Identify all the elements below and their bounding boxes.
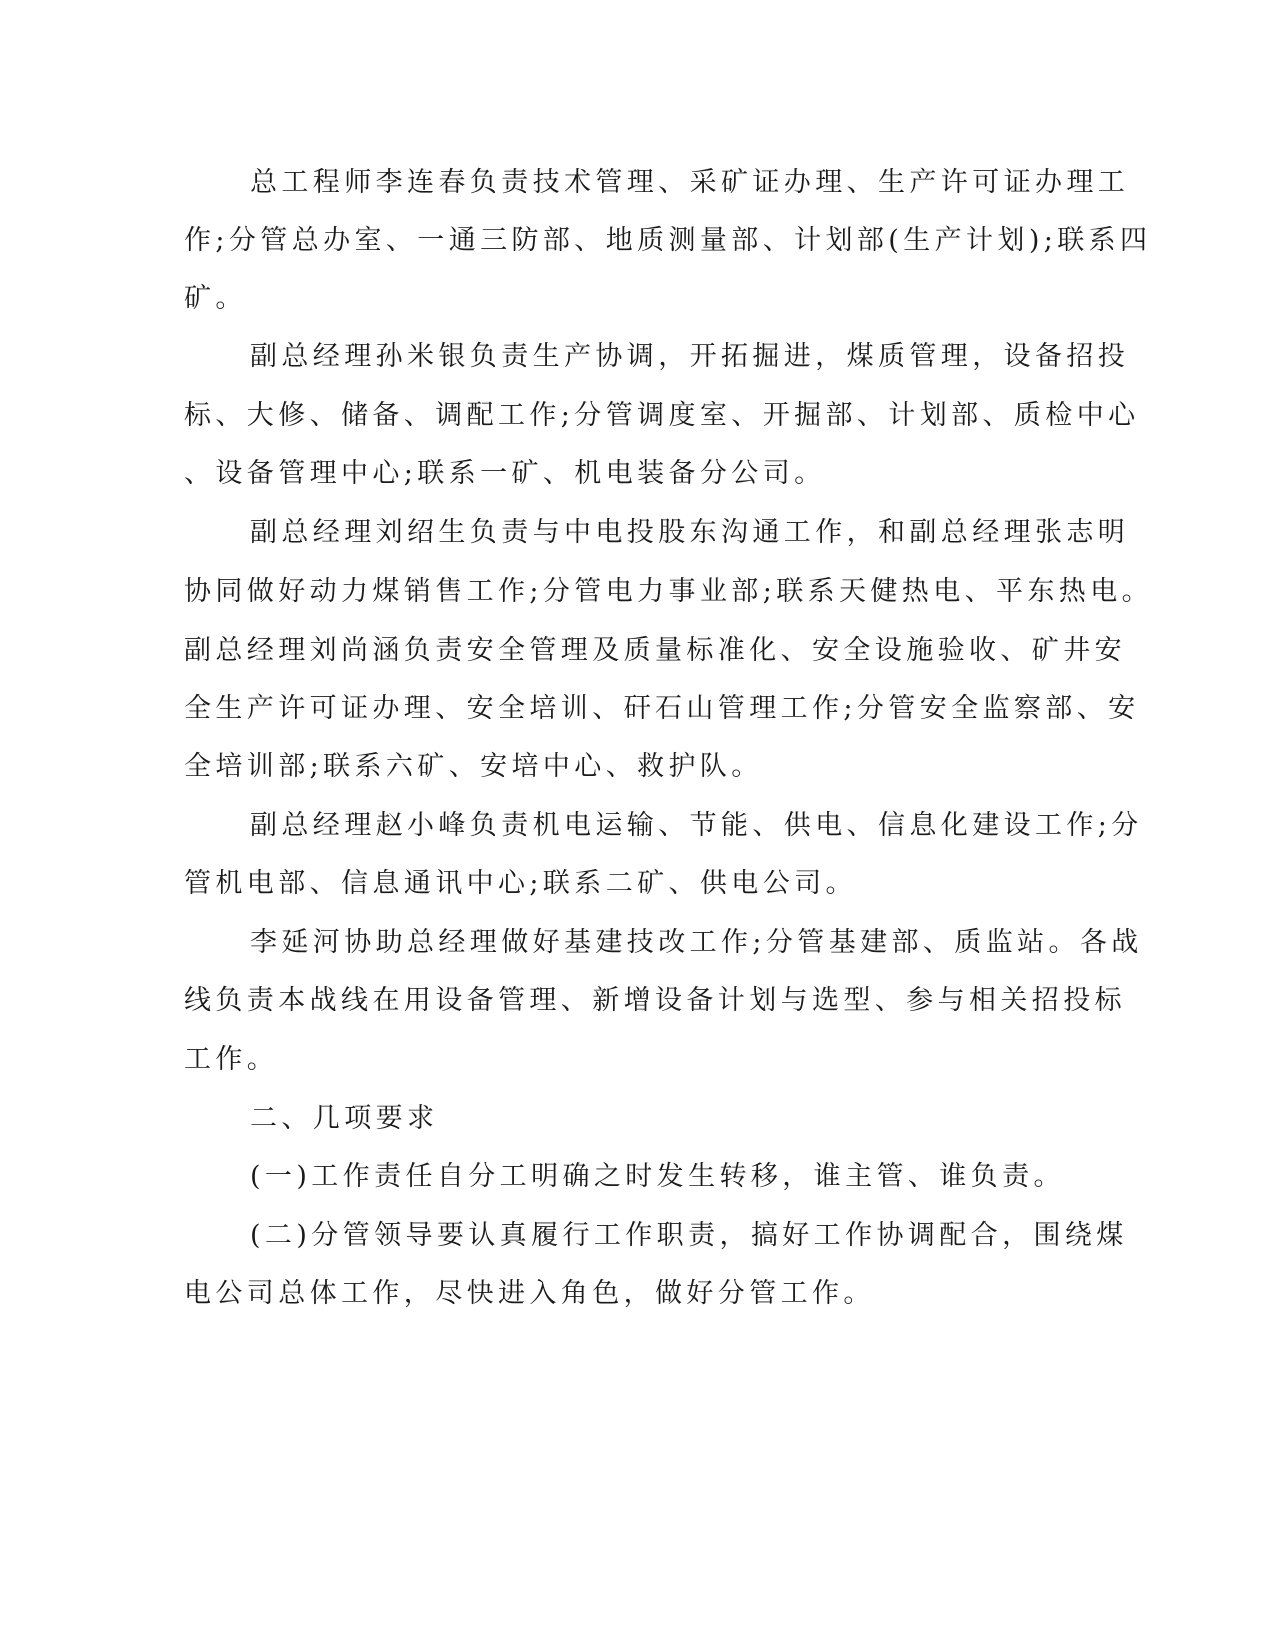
paragraph-line: 矿。 xyxy=(184,283,247,314)
paragraph-line: 副总经理刘尚涵负责安全管理及质量标准化、安全设施验收、矿井安 xyxy=(184,635,1126,666)
paragraph-line: 管机电部、信息通讯中心;联系二矿、供电公司。 xyxy=(184,868,857,899)
paragraph-line: 全生产许可证办理、安全培训、矸石山管理工作;分管安全监察部、安 xyxy=(184,693,1140,724)
paragraph-line: 副总经理孙米银负责生产协调，开拓掘进，煤质管理，设备招投 xyxy=(250,341,1130,372)
paragraph-line: 标、大修、储备、调配工作;分管调度室、开掘部、计划部、质检中心 xyxy=(184,400,1140,431)
paragraph-line: 协同做好动力煤销售工作;分管电力事业部;联系天健热电、平东热电。 xyxy=(184,576,1153,607)
paragraph-line: 副总经理刘绍生负责与中电投股东沟通工作，和副总经理张志明 xyxy=(250,517,1130,548)
paragraph-line: 副总经理赵小峰负责机电运输、节能、供电、信息化建设工作;分 xyxy=(250,810,1143,841)
paragraph-line: (一)工作责任自分工明确之时发生转移，谁主管、谁负责。 xyxy=(250,1161,1065,1192)
paragraph-line: 、设备管理中心;联系一矿、机电装备分公司。 xyxy=(184,458,826,489)
paragraph-line: 电公司总体工作，尽快进入角色，做好分管工作。 xyxy=(184,1278,875,1309)
paragraph-line: 线负责本战线在用设备管理、新增设备计划与选型、参与相关招投标 xyxy=(184,985,1126,1016)
paragraph-line: 作;分管总办室、一通三防部、地质测量部、计划部(生产计划);联系四 xyxy=(184,225,1152,256)
section-heading: 二、几项要求 xyxy=(250,1103,439,1134)
paragraph-line: (二)分管领导要认真履行工作职责，搞好工作协调配合，围绕煤 xyxy=(250,1220,1128,1251)
paragraph-line: 总工程师李连春负责技术管理、采矿证办理、生产许可证办理工 xyxy=(250,167,1130,198)
paragraph-line: 李延河协助总经理做好基建技改工作;分管基建部、质监站。各战 xyxy=(250,927,1143,958)
paragraph-line: 全培训部;联系六矿、安培中心、救护队。 xyxy=(184,751,763,782)
paragraph-line: 工作。 xyxy=(184,1044,279,1075)
